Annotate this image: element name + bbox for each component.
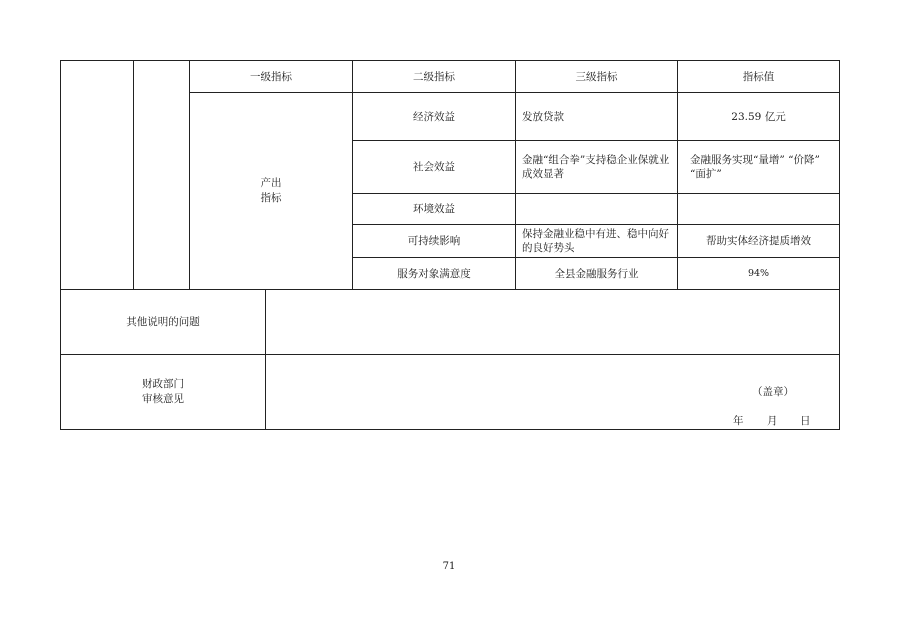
page-number: 71	[442, 561, 456, 572]
row3-level3	[516, 194, 677, 224]
row1-level3: 发放贷款	[522, 110, 564, 123]
row1-level2: 经济效益	[413, 110, 455, 123]
seal-text: （盖章）	[752, 386, 794, 398]
header-level3: 三级指标	[575, 70, 618, 83]
date-year: 年	[733, 415, 744, 427]
table-right-border	[839, 60, 840, 430]
date-day: 日	[800, 415, 811, 427]
row3-value	[678, 194, 839, 224]
row2-level3: 金融“组合拳”支持稳企业保就业成效显著	[522, 154, 670, 180]
row2-value: 金融服务实现“量增” “价降” “面扩”	[690, 154, 820, 180]
header-value: 指标值	[742, 70, 775, 83]
row3-level2: 环境效益	[413, 203, 455, 215]
row4-level2: 可持续影响	[407, 235, 461, 247]
row5-level3: 全县金融服务行业	[554, 267, 639, 280]
other-issues-label: 其他说明的问题	[126, 316, 200, 328]
finance-review-label: 财政部门 审核意见	[142, 378, 184, 405]
table-bottom-border	[60, 429, 840, 430]
row5-value: 94%	[747, 267, 770, 279]
row4-level3: 保持金融业稳中有进、稳中向好的良好势头	[522, 228, 669, 254]
date-month: 月	[767, 415, 778, 427]
column-rule	[133, 60, 134, 290]
level1-output-indicator: 产出 指标	[260, 177, 282, 204]
row1-value: 23.59 亿元	[731, 110, 786, 123]
other-issues-value	[266, 290, 839, 354]
header-level2: 二级指标	[413, 70, 455, 83]
header-level1: 一级指标	[250, 70, 292, 83]
row5-level2: 服务对象满意度	[397, 267, 471, 280]
row4-value: 帮助实体经济提质增效	[706, 235, 811, 247]
row2-level2: 社会效益	[413, 161, 455, 173]
